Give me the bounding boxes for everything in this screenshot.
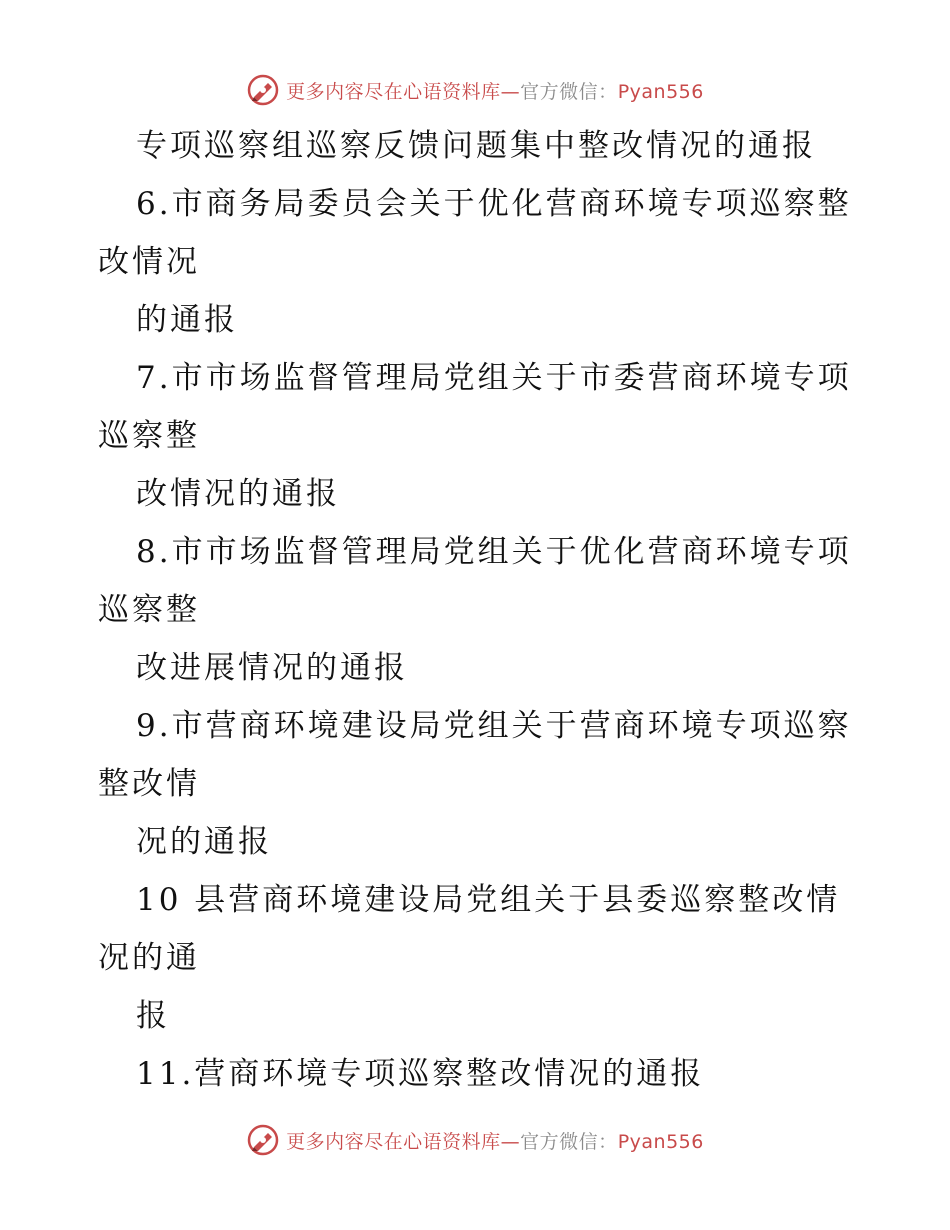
text-line: 改进展情况的通报: [136, 650, 408, 686]
text-line: 9.市营商环境建设局党组关于营商环境专项巡察: [136, 708, 852, 744]
header-watermark: [0, 70, 950, 110]
text-line: 报: [136, 998, 170, 1034]
text-line: 整改情: [98, 766, 200, 802]
footer-watermark: [0, 1120, 950, 1160]
watermark-text: [286, 77, 704, 104]
pen-logo-icon: [246, 1123, 280, 1157]
text-line: 10 县营商环境建设局党组关于县委巡察整改情: [136, 882, 841, 918]
watermark-dash: —: [500, 1130, 521, 1153]
text-line: 巡察整: [98, 418, 200, 454]
watermark-dash: —: [500, 80, 521, 103]
text-line: 11.营商环境专项巡察整改情况的通报: [136, 1056, 705, 1092]
text-line: 况的通报: [136, 824, 272, 860]
watermark-label: 官方微信：: [520, 1130, 618, 1153]
text-line: 改情况的通报: [136, 476, 340, 512]
text-line: 7.市市场监督管理局党组关于市委营商环境专项: [136, 360, 852, 396]
text-line: 8.市市场监督管理局党组关于优化营商环境专项: [136, 534, 852, 570]
text-line: 改情况: [98, 244, 200, 280]
watermark-id: Pyan556: [617, 1130, 704, 1153]
text-line: 的通报: [136, 302, 238, 338]
watermark-text: [286, 1127, 704, 1154]
watermark-main: 更多内容尽在心语资料库: [286, 1130, 501, 1153]
text-line: 6.市商务局委员会关于优化营商环境专项巡察整: [136, 186, 852, 222]
text-line: 专项巡察组巡察反馈问题集中整改情况的通报: [136, 128, 816, 164]
watermark-label: 官方微信：: [520, 80, 618, 103]
text-line: 况的通: [98, 940, 200, 976]
watermark-main: 更多内容尽在心语资料库: [286, 80, 501, 103]
pen-logo-icon: [246, 73, 280, 107]
text-line: 巡察整: [98, 592, 200, 628]
watermark-id: Pyan556: [617, 80, 704, 103]
